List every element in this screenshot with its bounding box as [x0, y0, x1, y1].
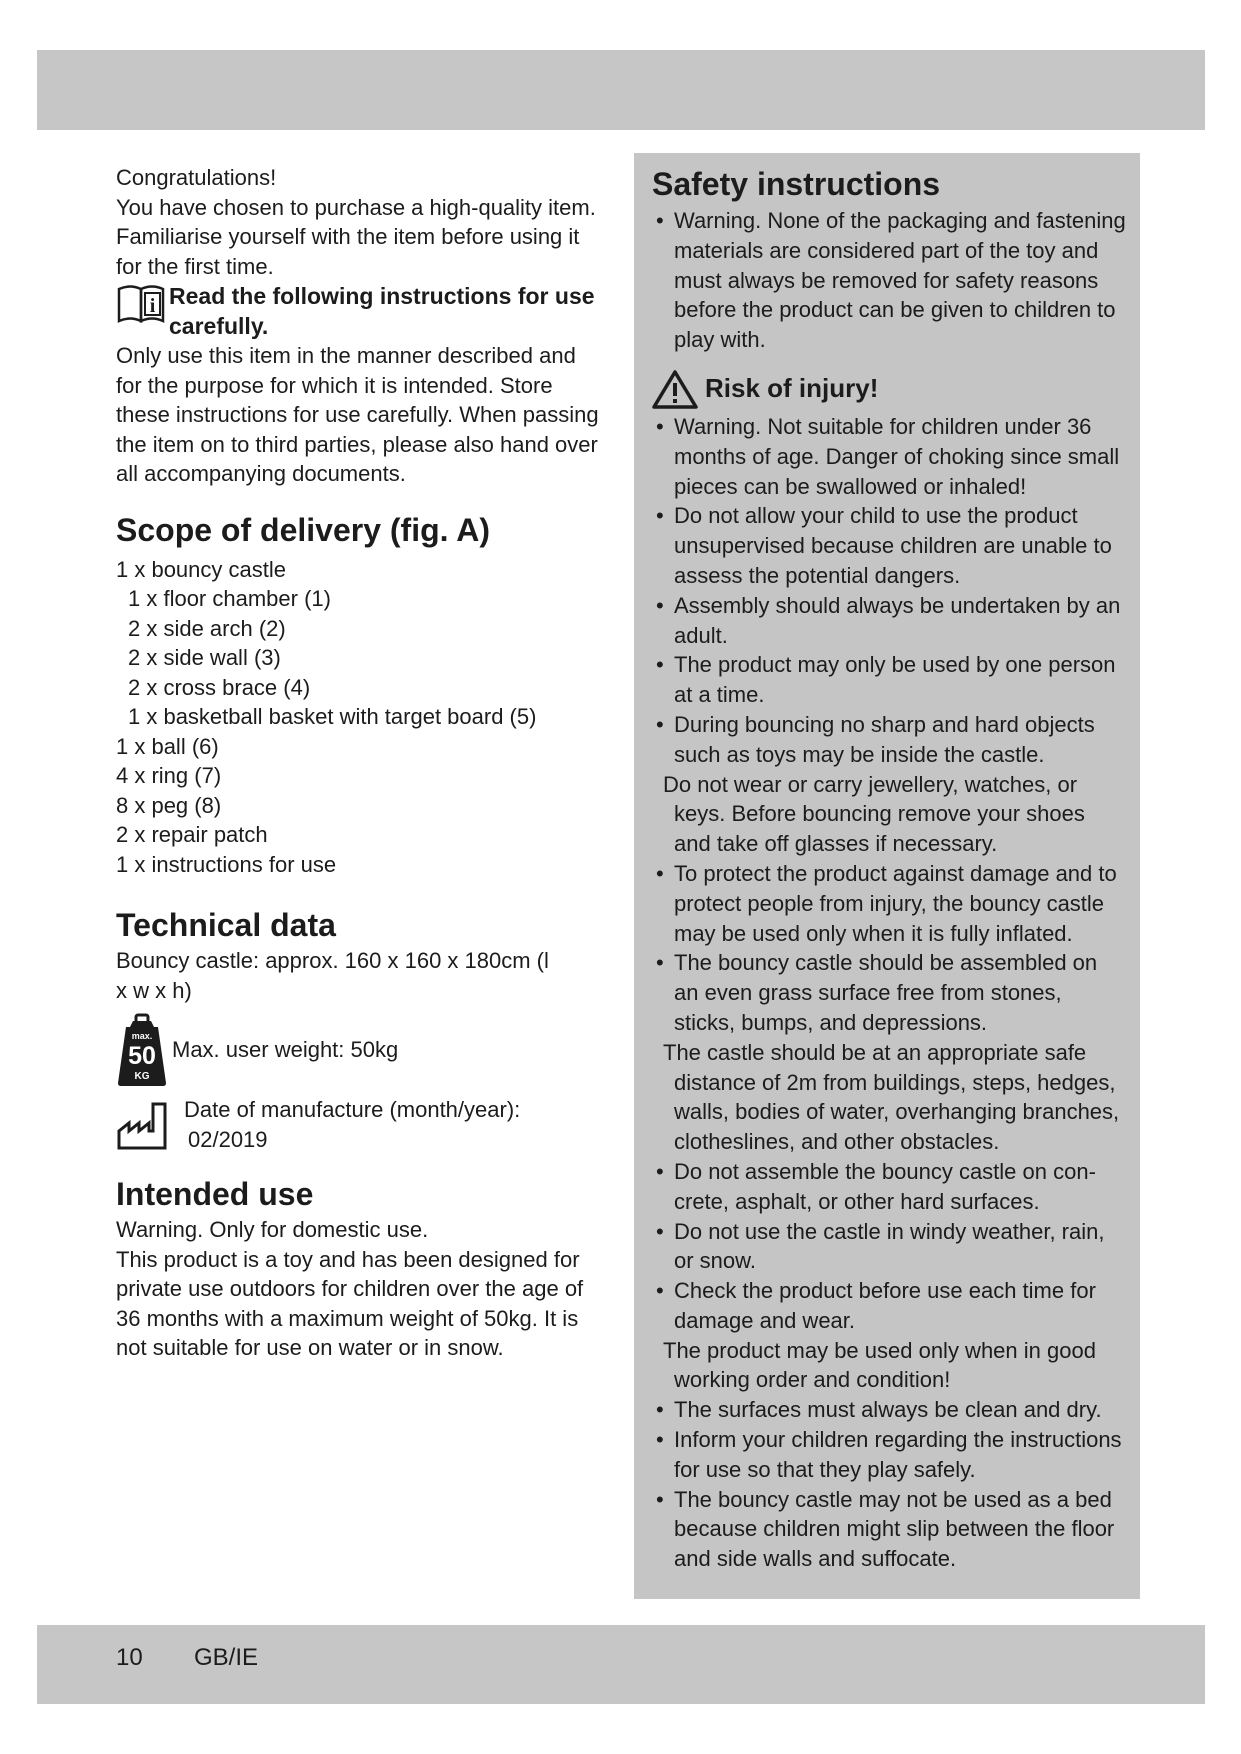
svg-text:50: 50 — [128, 1042, 156, 1070]
svg-text:max.: max. — [131, 1031, 153, 1041]
max-weight-text: Max. user weight: 50kg — [172, 1037, 399, 1063]
intro-body: Only use this item in the manner described and for the purpose for which it is intended. Store these instructions for use carefully. When passing the item on to third parties, please also hand over all accompanying documents. — [116, 343, 599, 486]
list-item: • The bouncy castle should be assembled on an even grass surface free from stones, sticks, bumps, and depressions. — [652, 948, 1126, 1037]
intended-use-warning: Warning. Only for domestic use. — [116, 1217, 429, 1242]
scope-list — [116, 555, 606, 880]
safety-panel — [634, 153, 1140, 1599]
list-item: • Warning. Not suitable for children under 36 months of age. Danger of choking since small pieces can be swallowed or inhaled! — [652, 412, 1126, 501]
manufacture-date-row — [116, 1095, 606, 1154]
list-item: • Do not use the castle in windy weather, rain, or snow. — [652, 1217, 1126, 1277]
list-item: 4 x ring (7) — [116, 763, 222, 788]
warning-triangle-icon — [652, 369, 698, 409]
list-item: 2 x cross brace (4) — [128, 674, 311, 700]
list-item: 1 x floor chamber (1) — [128, 586, 331, 611]
list-item: • The product may only be used by one person at a time. — [652, 650, 1126, 710]
weight-icon — [116, 1013, 168, 1087]
intended-use-body: This product is a toy and has been designed for private use outdoors for children over the age of 36 months with a maximum weight of 50kg. It is not suitable for use on water or in snow. — [116, 1246, 584, 1360]
list-item: • Do not allow your child to use the product unsupervised because children are unable to assess the potential dangers. — [652, 501, 1126, 590]
page-number: 10 — [116, 1644, 143, 1671]
read-instructions-notice — [116, 281, 606, 341]
list-item: 2 x side arch (2) — [128, 615, 286, 641]
read-manual-icon — [116, 281, 166, 327]
list-item: • Inform your children regarding the instructions for use so that they play safely. — [652, 1425, 1126, 1485]
list-item: • Check the product before use each time for damage and wear. — [652, 1276, 1126, 1336]
svg-text:KG: KG — [134, 1071, 150, 1082]
list-item: Do not wear or carry jewellery, watches, or keys. Before bouncing remove your shoes and take off glasses if necessary. — [663, 771, 1085, 857]
list-item: 1 x basketball basket with target board (5) — [128, 704, 537, 729]
list-item: 1 x bouncy castle — [116, 556, 286, 582]
dimensions-text: Bouncy castle: approx. 160 x 160 x 180cm (l x w x h) — [116, 948, 549, 1003]
manufacture-date-label: Date of manufacture (month/year): — [184, 1097, 521, 1122]
intended-use-heading: Intended use — [116, 1176, 314, 1212]
safety-intro-list — [652, 206, 1126, 355]
list-item: • Assembly should always be undertaken by an adult. — [652, 591, 1126, 651]
list-item: The product may be used only when in good working order and condition! — [663, 1337, 1096, 1393]
svg-text:i: i — [149, 295, 156, 317]
risk-title: Risk of injury! — [705, 373, 879, 404]
intro-text: You have chosen to purchase a high-quality item. Familiarise yourself with the item before using it for the first time. — [116, 194, 596, 279]
list-item: 1 x instructions for use — [116, 851, 337, 877]
list-item: • Warning. None of the packaging and fastening materials are considered part of the toy and must always be removed for safety reasons before the product can be given to children to play with. — [652, 206, 1126, 355]
left-column — [116, 163, 606, 1363]
factory-icon — [116, 1101, 168, 1151]
list-item: • The surfaces must always be clean and dry. — [652, 1395, 1126, 1425]
max-weight-row — [116, 1013, 606, 1087]
header-band — [37, 50, 1205, 130]
list-item: • During bouncing no sharp and hard objects such as toys may be inside the castle. — [652, 710, 1126, 770]
country-code: GB/IE — [194, 1644, 259, 1671]
intro-greeting: Congratulations! — [116, 165, 277, 190]
list-item: 1 x ball (6) — [116, 733, 219, 759]
risk-of-injury-heading — [652, 369, 1126, 409]
list-item: • Do not assemble the bouncy castle on con-crete, asphalt, or other hard surfaces. — [652, 1157, 1126, 1217]
list-item: The castle should be at an appropriate safe distance of 2m from buildings, steps, hedges, walls, bodies of water, overhanging branches, clotheslines, and other obstacles. — [663, 1039, 1120, 1155]
scope-heading: Scope of delivery (fig. A) — [116, 511, 490, 548]
technical-heading: Technical data — [116, 907, 336, 943]
list-item: 2 x side wall (3) — [128, 645, 281, 670]
list-item: • The bouncy castle may not be used as a bed because children might slip between the floor and side walls and suffocate. — [652, 1485, 1126, 1574]
list-item: • To protect the product against damage and to protect people from injury, the bouncy castle may be used only when it is fully inflated. — [652, 859, 1126, 948]
safety-list — [652, 412, 1126, 1574]
safety-heading: Safety instructions — [652, 166, 941, 202]
list-item: 2 x repair patch — [116, 822, 268, 847]
list-item: 8 x peg (8) — [116, 792, 222, 818]
manufacture-date-value: 02/2019 — [188, 1126, 268, 1152]
notice-text: Read the following instructions for use carefully. — [169, 283, 595, 339]
